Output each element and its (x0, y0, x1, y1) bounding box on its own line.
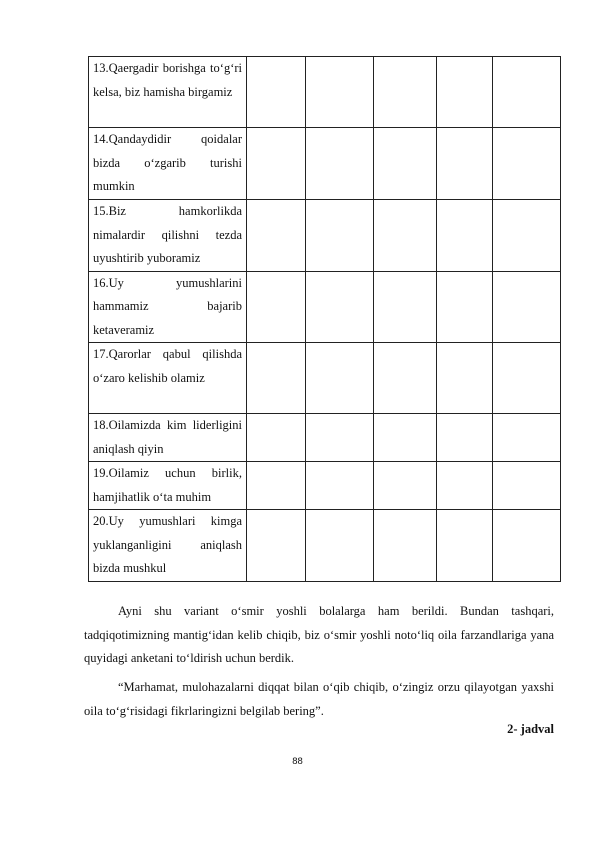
answer-cell (247, 462, 306, 510)
question-cell: 17.Qarorlar qabul qilishda o‘zaro kelishib olamiz (89, 343, 247, 414)
answer-cell (306, 200, 374, 272)
answer-cell (437, 271, 493, 343)
table-row (89, 414, 561, 462)
table-row (89, 343, 561, 414)
question-cell: 19.Oilamiz uchun birlik, hamjihatlik o‘ta muhim (89, 462, 247, 510)
answer-cell (247, 128, 306, 200)
answer-cell (247, 510, 306, 582)
answer-cell (247, 271, 306, 343)
answer-cell (306, 414, 374, 462)
answer-cell (437, 200, 493, 272)
question-cell: 16.Uy yumushlarini hammamiz bajarib ketaveramiz (89, 271, 247, 343)
table-row (89, 57, 561, 128)
question-cell: 13.Qaergadir borishga to‘g‘ri kelsa, biz hamisha birgamiz (89, 57, 247, 128)
page-number: 88 (292, 756, 303, 767)
answer-cell (437, 414, 493, 462)
answer-cell (493, 57, 561, 128)
answer-cell (374, 57, 437, 128)
survey-table (88, 56, 561, 582)
table-caption: 2- jadval (507, 722, 554, 736)
answer-cell (247, 57, 306, 128)
answer-cell (437, 57, 493, 128)
answer-cell (493, 343, 561, 414)
answer-cell (306, 510, 374, 582)
answer-cell (374, 462, 437, 510)
body-paragraph: “Marhamat, mulohazalarni diqqat bilan o‘qib chiqib, o‘zingiz orzu qilayotgan yaxshi oila to‘g‘risidagi fikrlaringizni belgilab bering”. (84, 680, 554, 718)
answer-cell (437, 510, 493, 582)
answer-cell (493, 271, 561, 343)
answer-cell (437, 343, 493, 414)
answer-cell (437, 462, 493, 510)
answer-cell (493, 414, 561, 462)
answer-cell (493, 510, 561, 582)
question-cell: 18.Oilamizda kim liderligini aniqlash qiyin (89, 414, 247, 462)
answer-cell (493, 128, 561, 200)
question-cell: 20.Uy yumushlari kimga yuklanganligini aniqlash bizda mushkul (89, 510, 247, 582)
table-row (89, 462, 561, 510)
answer-cell (247, 200, 306, 272)
answer-cell (306, 462, 374, 510)
answer-cell (247, 414, 306, 462)
question-cell: 15.Biz hamkorlikda nimalardir qilishni tezda uyushtirib yuboramiz (89, 200, 247, 272)
table-row (89, 271, 561, 343)
body-paragraph: Ayni shu variant o‘smir yoshli bolalarga ham berildi. Bundan tashqari, tadqiqotimizning mantig‘idan kelib chiqib, biz o‘smir yoshli noto‘liq oila farzandlariga yana quyidagi anketani to‘ldirish uchun berdik. (84, 604, 554, 666)
answer-cell (306, 271, 374, 343)
answer-cell (374, 271, 437, 343)
table-row (89, 510, 561, 582)
answer-cell (247, 343, 306, 414)
answer-cell (493, 462, 561, 510)
answer-cell (374, 510, 437, 582)
answer-cell (374, 343, 437, 414)
answer-cell (374, 128, 437, 200)
answer-cell (306, 57, 374, 128)
answer-cell (374, 414, 437, 462)
answer-cell (437, 128, 493, 200)
table-row (89, 200, 561, 272)
question-cell: 14.Qandaydidir qoidalar bizda o‘zgarib turishi mumkin (89, 128, 247, 200)
answer-cell (374, 200, 437, 272)
answer-cell (306, 343, 374, 414)
answer-cell (306, 128, 374, 200)
table-row (89, 128, 561, 200)
answer-cell (493, 200, 561, 272)
